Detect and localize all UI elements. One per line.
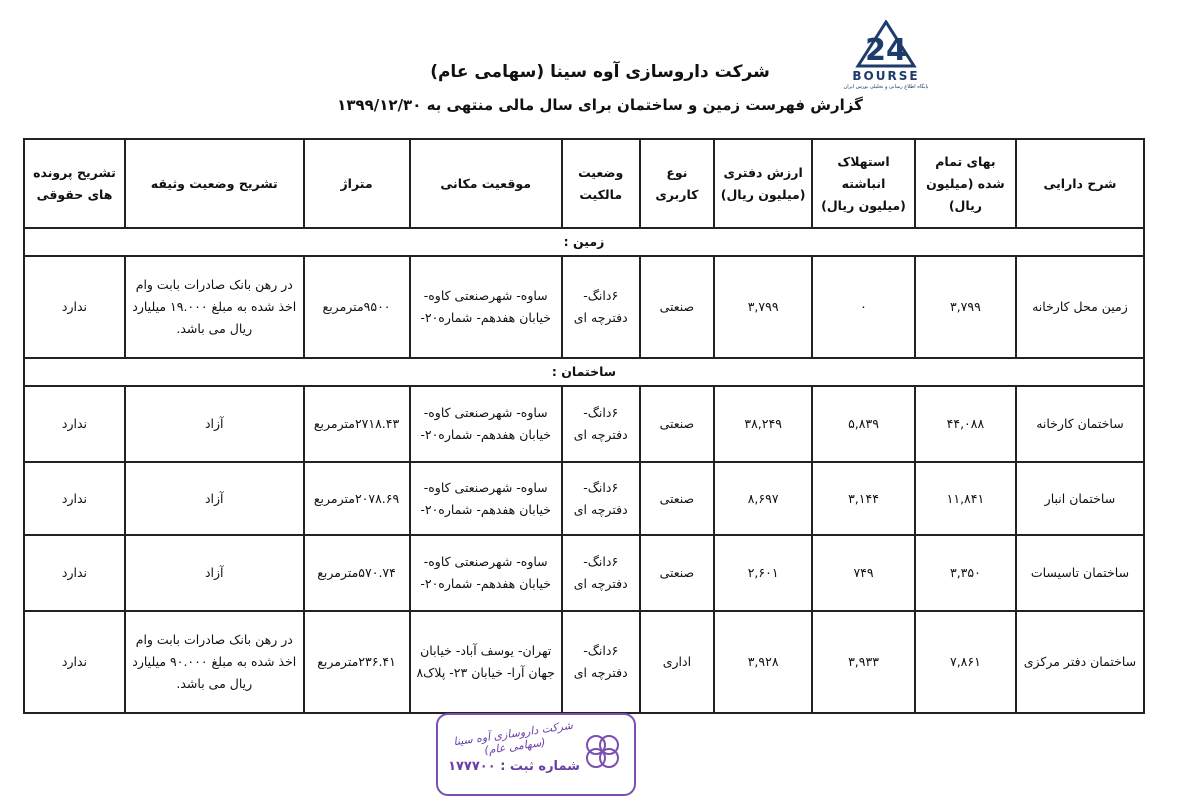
stamp-company-name: شرکت داروسازی آوه سینا (سهامی عام) [452, 718, 574, 758]
cell-book-value: ۲,۶۰۱ [714, 535, 812, 611]
cell-collateral: در رهن بانک صادرات بابت وام اخذ شده به مبلغ ۹۰.۰۰۰ میلیارد ریال می باشد. [125, 611, 304, 713]
section-row-building [24, 358, 1144, 386]
svg-text:24: 24 [865, 33, 907, 68]
cell-area: ۲۰۷۸.۶۹مترمربع [304, 462, 410, 535]
header-ownership: وضعیت مالکیت [562, 139, 640, 228]
cell-ownership: ۶دانگ- دفترچه ای [562, 611, 640, 713]
cell-asset-description: ساختمان دفتر مرکزی [1016, 611, 1144, 713]
cell-location: ساوه- شهرصنعتی کاوه- خیابان هفدهم- شماره۲۰- [410, 535, 562, 611]
cell-location: ساوه- شهرصنعتی کاوه- خیابان هفدهم- شماره۲۰- [410, 462, 562, 535]
cell-area: ۵۷۰.۷۴مترمربع [304, 535, 410, 611]
header-area: متراژ [304, 139, 410, 228]
cell-asset-description: ساختمان کارخانه [1016, 386, 1144, 462]
cell-depreciation: ۵,۸۳۹ [812, 386, 915, 462]
cell-ownership: ۶دانگ- دفترچه ای [562, 462, 640, 535]
cell-ownership: ۶دانگ- دفترچه ای [562, 256, 640, 358]
cell-legal-cases: ندارد [24, 386, 125, 462]
cell-area: ۲۳۶.۴۱مترمربع [304, 611, 410, 713]
cell-depreciation: ۷۴۹ [812, 535, 915, 611]
table-row [24, 535, 1144, 611]
header-cost: بهای تمام شده (میلیون ریال) [915, 139, 1016, 228]
cell-legal-cases: ندارد [24, 256, 125, 358]
company-title: شرکت داروسازی آوه سینا (سهامی عام) [430, 62, 770, 82]
cell-cost: ۱۱,۸۴۱ [915, 462, 1016, 535]
cell-usage: صنعتی [640, 256, 715, 358]
cell-depreciation: ۳,۹۳۳ [812, 611, 915, 713]
cell-depreciation: ۰ [812, 256, 915, 358]
cell-cost: ۳,۳۵۰ [915, 535, 1016, 611]
cell-collateral: آزاد [125, 462, 304, 535]
header-legal-cases: تشریح پرونده های حقوقی [24, 139, 125, 228]
logo-tagline: پایگاه اطلاع رسانی و تحلیلی بورس ایران [843, 84, 929, 90]
cell-location: ساوه- شهرصنعتی کاوه- خیابان هفدهم- شماره۲۰- [410, 386, 562, 462]
cell-asset-description: ساختمان تاسیسات [1016, 535, 1144, 611]
cell-usage: صنعتی [640, 386, 715, 462]
cell-location: ساوه- شهرصنعتی کاوه- خیابان هفدهم- شماره۲۰- [410, 256, 562, 358]
cell-book-value: ۸,۶۹۷ [714, 462, 812, 535]
cell-book-value: ۳,۹۲۸ [714, 611, 812, 713]
cell-cost: ۷,۸۶۱ [915, 611, 1016, 713]
assets-table [23, 138, 1145, 714]
header-depreciation: استهلاک انباشته (میلیون ریال) [812, 139, 915, 228]
cell-location: تهران- یوسف آباد- خیابان جهان آرا- خیابان ۲۳- پلاک۸ [410, 611, 562, 713]
cell-usage: صنعتی [640, 535, 715, 611]
cell-book-value: ۳۸,۲۴۹ [714, 386, 812, 462]
section-row-land [24, 228, 1144, 256]
cell-legal-cases: ندارد [24, 462, 125, 535]
table-header-row [24, 139, 1144, 228]
cell-collateral: در رهن بانک صادرات بابت وام اخذ شده به مبلغ ۱۹.۰۰۰ میلیارد ریال می باشد. [125, 256, 304, 358]
cell-area: ۲۷۱۸.۴۳مترمربع [304, 386, 410, 462]
cell-usage: صنعتی [640, 462, 715, 535]
cell-asset-description: ساختمان انبار [1016, 462, 1144, 535]
company-stamp [436, 713, 636, 796]
header-asset-description: شرح دارایی [1016, 139, 1144, 228]
logo-brand-text: BOURSE [852, 69, 920, 83]
header-book-value: ارزش دفتری (میلیون ریال) [714, 139, 812, 228]
header-usage: نوع کاربری [640, 139, 715, 228]
cell-collateral: آزاد [125, 386, 304, 462]
report-title: گزارش فهرست زمین و ساختمان برای سال مالی منتهی به ۱۳۹۹/۱۲/۳۰ [337, 96, 863, 114]
cell-legal-cases: ندارد [24, 535, 125, 611]
header-location: موقعیت مکانی [410, 139, 562, 228]
cell-cost: ۴۴,۰۸۸ [915, 386, 1016, 462]
cell-book-value: ۳,۷۹۹ [714, 256, 812, 358]
stamp-registration-number: شماره ثبت : ۱۷۷۷۰۰ [448, 759, 580, 774]
section-label-land: زمین : [24, 228, 1144, 256]
table-row [24, 386, 1144, 462]
cell-depreciation: ۳,۱۴۴ [812, 462, 915, 535]
logo-icon [852, 20, 920, 68]
stamp-seal-icon [582, 731, 622, 771]
cell-area: ۹۵۰۰مترمربع [304, 256, 410, 358]
cell-asset-description: زمین محل کارخانه [1016, 256, 1144, 358]
cell-usage: اداری [640, 611, 715, 713]
cell-legal-cases: ندارد [24, 611, 125, 713]
bourse-logo [838, 20, 934, 100]
table-row [24, 462, 1144, 535]
cell-collateral: آزاد [125, 535, 304, 611]
section-label-building: ساختمان : [24, 358, 1144, 386]
table-row [24, 611, 1144, 713]
cell-ownership: ۶دانگ- دفترچه ای [562, 535, 640, 611]
table-row [24, 256, 1144, 358]
cell-cost: ۳,۷۹۹ [915, 256, 1016, 358]
cell-ownership: ۶دانگ- دفترچه ای [562, 386, 640, 462]
header-collateral: تشریح وضعیت وثیقه [125, 139, 304, 228]
